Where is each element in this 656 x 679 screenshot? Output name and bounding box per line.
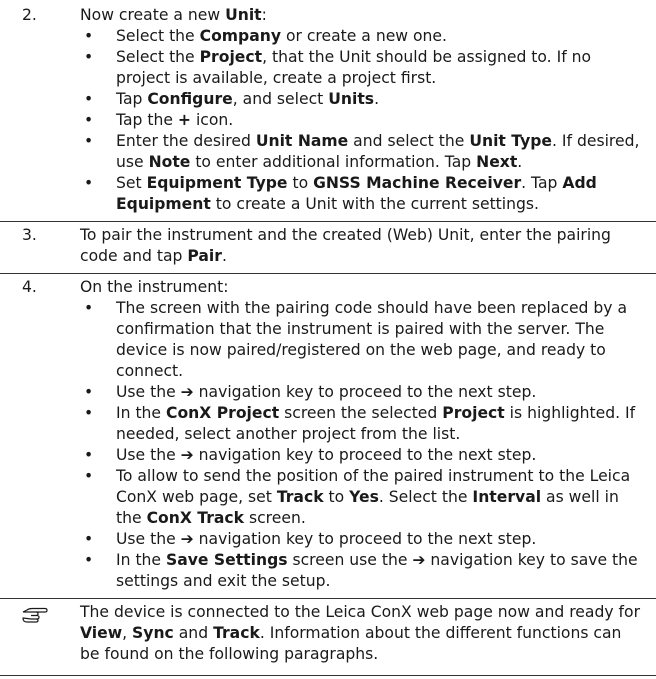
note-row xyxy=(0,599,656,676)
text-run: In the xyxy=(116,404,166,422)
text-run: is highlighted. If needed, select another project from the list. xyxy=(116,404,636,443)
bold-term: View xyxy=(80,624,123,642)
bullet-icon: • xyxy=(84,48,94,66)
bullet-icon: • xyxy=(84,551,94,569)
bullet-icon: • xyxy=(84,467,94,485)
text-run: to enter additional information. Tap xyxy=(190,153,477,171)
bold-term: Unit xyxy=(225,6,262,24)
bullet-list xyxy=(80,298,644,592)
text-run: . xyxy=(374,90,380,108)
bold-term: ConX Project xyxy=(166,404,280,422)
step-intro xyxy=(80,5,644,26)
bold-term: Sync xyxy=(132,624,174,642)
text-run: or create a new one. xyxy=(280,27,447,45)
bold-term: Track xyxy=(213,624,260,642)
bullet-icon: • xyxy=(84,446,94,464)
text-run: , that the Unit should be assigned to. If no project is available, create a project first. xyxy=(116,48,592,87)
bold-term: + xyxy=(177,111,191,129)
list-item xyxy=(80,466,644,529)
bold-term: Next xyxy=(476,153,518,171)
text-run: Set xyxy=(116,174,147,192)
text-run: In the xyxy=(116,551,166,569)
bold-term: Pair xyxy=(187,247,222,265)
text-run: screen. xyxy=(244,509,306,527)
bold-term: Save Settings xyxy=(166,551,288,569)
list-item xyxy=(80,298,644,382)
step-row xyxy=(0,0,656,222)
text-run: Select the xyxy=(116,48,200,66)
bullet-list xyxy=(80,26,644,215)
list-item xyxy=(80,403,644,445)
step-row xyxy=(0,274,656,599)
bold-term: Equipment Type xyxy=(146,174,288,192)
text-run: as well in the xyxy=(116,488,619,527)
text-run: Tap the xyxy=(116,111,178,129)
list-item xyxy=(80,550,644,592)
text-run: to create a Unit with the current settings. xyxy=(210,195,539,213)
text-run: . Information about the different functions can be found on the following paragraphs. xyxy=(80,624,622,663)
bold-term: Note xyxy=(148,153,191,171)
bullet-icon: • xyxy=(84,132,94,150)
list-item xyxy=(80,173,644,215)
bold-term: Track xyxy=(276,488,324,506)
text-run: Use the xyxy=(116,383,181,401)
bold-term: Unit Name xyxy=(255,132,349,150)
bullet-icon: • xyxy=(84,111,94,129)
step-intro xyxy=(80,225,644,267)
bold-term: Configure xyxy=(147,90,233,108)
text-run: . Select the xyxy=(378,488,473,506)
bold-term: Units xyxy=(328,90,375,108)
bullet-icon: • xyxy=(84,299,94,317)
bold-term: ➔ xyxy=(412,551,426,569)
bullet-icon: • xyxy=(84,27,94,45)
text-run: Tap xyxy=(116,90,148,108)
bold-term: Unit Type xyxy=(469,132,552,150)
text-run: to xyxy=(287,174,314,192)
text-run: Use the xyxy=(116,530,181,548)
text-run: . xyxy=(221,247,227,265)
bold-term: Project xyxy=(199,48,263,66)
text-run: screen use the xyxy=(287,551,413,569)
bullet-icon: • xyxy=(84,404,94,422)
text-run: On the instrument: xyxy=(80,278,229,296)
list-item xyxy=(80,89,644,110)
text-run: To pair the instrument and the created (Web) Unit, enter the pairing code and tap xyxy=(80,226,611,265)
text-run: . If desired, use xyxy=(116,132,640,171)
text-run: The device is connected to the Leica ConX web page now and ready for xyxy=(80,603,640,621)
text-run: navigation key to proceed to the next step. xyxy=(193,446,537,464)
bullet-icon: • xyxy=(84,530,94,548)
text-run: icon. xyxy=(190,111,234,129)
step-number: 3. xyxy=(22,226,37,244)
bold-term: GNSS Machine Receiver xyxy=(313,174,522,192)
text-run: , xyxy=(122,624,133,642)
bold-term: ➔ xyxy=(180,383,194,401)
list-item xyxy=(80,529,644,550)
list-item xyxy=(80,47,644,89)
list-item xyxy=(80,26,644,47)
bold-term: ➔ xyxy=(180,446,194,464)
bold-term: Project xyxy=(442,404,505,422)
step-number: 2. xyxy=(22,6,37,24)
bold-term: Yes xyxy=(349,488,379,506)
text-run: , and select xyxy=(232,90,329,108)
text-run: to xyxy=(323,488,350,506)
text-run: : xyxy=(261,6,267,24)
list-item xyxy=(80,110,644,131)
text-run: The screen with the pairing code should have been replaced by a confirmation that the instrument is paired with the server. The device is now paired/registered on the web page, and ready to connect. xyxy=(116,299,628,380)
bold-term: Company xyxy=(199,27,281,45)
pointing-hand-icon xyxy=(22,603,48,623)
list-item xyxy=(80,382,644,403)
text-run: . Tap xyxy=(521,174,563,192)
text-run: Enter the desired xyxy=(116,132,256,150)
bullet-icon: • xyxy=(84,383,94,401)
text-run: screen the selected xyxy=(279,404,443,422)
bold-term: ConX Track xyxy=(146,509,245,527)
note-text xyxy=(80,602,644,665)
bold-term: ➔ xyxy=(180,530,194,548)
list-item xyxy=(80,131,644,173)
text-run: and xyxy=(173,624,214,642)
text-run: To allow to send the position of the paired instrument to the Leica ConX web page, set xyxy=(116,467,631,506)
text-run: Now create a new xyxy=(80,6,226,24)
list-item xyxy=(80,445,644,466)
text-run: navigation key to proceed to the next step. xyxy=(193,383,537,401)
bold-term: Interval xyxy=(472,488,542,506)
bullet-icon: • xyxy=(84,90,94,108)
text-run: navigation key to proceed to the next step. xyxy=(193,530,537,548)
text-run: Use the xyxy=(116,446,181,464)
text-run: navigation key to save the settings and exit the setup. xyxy=(116,551,638,590)
step-number: 4. xyxy=(22,278,37,296)
step-row xyxy=(0,222,656,274)
bullet-icon: • xyxy=(84,174,94,192)
text-run: and select the xyxy=(348,132,470,150)
bold-term: Add Equipment xyxy=(116,174,597,213)
text-run: . xyxy=(517,153,523,171)
text-run: Select the xyxy=(116,27,200,45)
step-intro xyxy=(80,277,644,298)
